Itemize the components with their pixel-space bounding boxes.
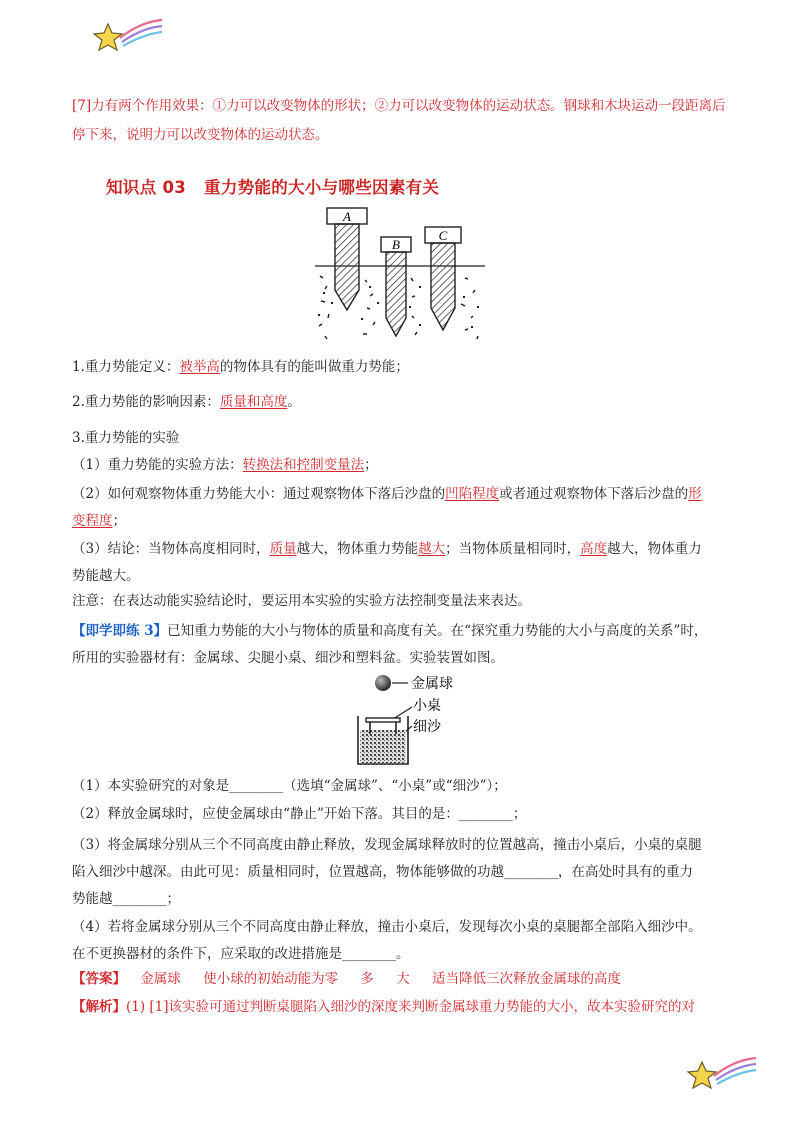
answer-5: 适当降低三次释放金属球的高度	[431, 971, 621, 987]
metal-ball-icon	[375, 675, 391, 691]
star-decoration-bottom-icon	[686, 1056, 758, 1098]
exercise-intro: 【即学即练 3】已知重力势能的大小与物体的质量和高度有关。在“探究重力势能的大小与高度的关系”时， 所用的实验器材有：金属球、尖腿小桌、细沙和塑料盆。实验装置如图。	[72, 623, 708, 666]
ball-label: 金属球	[411, 676, 453, 692]
conclusion-key-2: 越大	[418, 541, 446, 557]
experiment-method-line: （1）重力势能的实验方法：转换法和控制变量法；	[72, 457, 378, 473]
note-line: 注意：在表达动能实验结论时，要运用本实验的实验方法控制变量法来表达。	[72, 593, 531, 609]
section-heading	[106, 174, 439, 198]
question-4: （4）若将金属球分别从三个不同高度由静止释放，撞击小桌后，发现每次小桌的桌腿都全部陷入细沙中。 在不更换器材的条件下，应采取的改进措施是________。	[72, 919, 702, 962]
answer-4: 大	[396, 971, 410, 987]
star-decoration-top-icon	[92, 18, 164, 60]
observe-key-1: 凹陷程度	[445, 486, 500, 502]
question-1: （1）本实验研究的对象是________（选填“金属球”、“小桌”或“细沙”）；	[72, 778, 507, 794]
answer-2: 使小球的初始动能为零	[203, 971, 339, 987]
experiment-conclusion-line: （3）结论：当物体高度相同时，质量越大，物体重力势能越大；当物体质量相同时，高度越大，物体重力 势能越大。	[72, 541, 702, 584]
experiment-observe-line: （2）如何观察物体重力势能大小：通过观察物体下落后沙盘的凹陷程度或者通过观察物体下落后沙盘的形 变程度；	[72, 486, 702, 529]
definition-line: 1.重力势能定义：被举高的物体具有的能叫做重力势能；	[72, 359, 409, 375]
experiment-title: 3.重力势能的实验	[72, 430, 180, 446]
section-number: 知识点 03	[106, 178, 187, 197]
method-key: 转换法和控制变量法	[242, 457, 365, 473]
section-title: 重力势能的大小与哪些因素有关	[204, 178, 440, 197]
stake-b-label: B	[392, 237, 400, 252]
answer-3: 多	[360, 971, 374, 987]
conclusion-key-3: 高度	[580, 541, 608, 557]
observe-key-2b: 变程度	[72, 513, 113, 529]
stake-a-label: A	[343, 209, 351, 224]
exercise-tag: 【即学即练 3】	[72, 623, 168, 639]
answer-tag: 【答案】	[72, 971, 126, 987]
answer-line	[72, 969, 728, 989]
factors-key: 质量和高度	[219, 394, 288, 410]
small-table-icon	[366, 718, 400, 722]
stake-c-label: C	[438, 228, 448, 243]
table-label: 小桌	[413, 698, 441, 714]
stakes-in-sand-figure	[315, 206, 485, 346]
conclusion-key-1: 质量	[269, 541, 297, 557]
analysis-tag: 【解析】	[72, 999, 126, 1015]
answer-1: 金属球	[140, 971, 181, 987]
note-7: [7]力有两个作用效果：①力可以改变物体的形状；②力可以改变物体的运动状态。钢球和木块运动一段距离后停下来，说明力可以改变物体的运动状态。	[72, 98, 726, 143]
observe-key-2a: 形	[688, 486, 702, 502]
analysis-line: 【解析】(1) [1]该实验可通过判断桌腿陷入细沙的深度来判断金属球重力势能的大小，故本实验研究的对	[72, 999, 696, 1015]
sand-label: 细沙	[413, 719, 441, 735]
factors-line: 2.重力势能的影响因素：质量和高度。	[72, 394, 301, 410]
definition-key: 被举高	[179, 359, 220, 375]
question-2: （2）释放金属球时，应使金属球由“静止”开始下落。其目的是：________；	[72, 806, 527, 822]
question-3: （3）将金属球分别从三个不同高度由静止释放，发现金属球释放时的位置越高，撞击小桌后，小桌的桌腿 陷入细沙中越深。由此可见：质量相同时，位置越高，物体能够做的功越________，在高处时具有的重力 势能越________；	[72, 837, 702, 907]
ball-table-sand-figure	[350, 670, 470, 770]
